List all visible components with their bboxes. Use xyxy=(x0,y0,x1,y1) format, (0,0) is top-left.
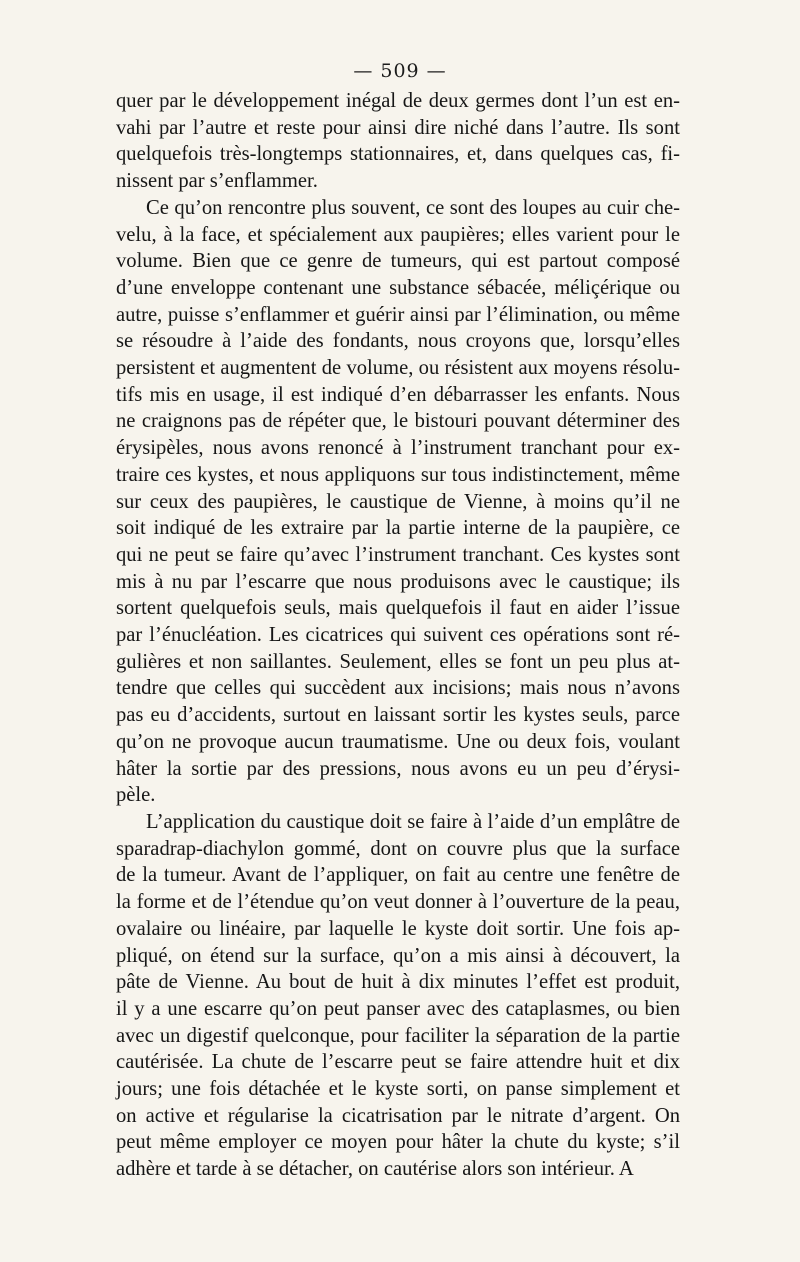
text-line: adhère et tarde à se détacher, on cautérise alors son intérieur. A xyxy=(116,1158,634,1181)
text-line: sur ceux des paupières, le caustique de Vienne, à moins qu’il ne xyxy=(116,490,680,513)
text-line: volume. Bien que ce genre de tumeurs, qui est partout composé xyxy=(116,250,680,273)
text-line: pas eu d’accidents, surtout en laissant sortir les kystes seuls, parce xyxy=(116,704,680,727)
text-line: tendre que celles qui succèdent aux incisions; mais nous n’avons xyxy=(116,677,680,700)
text-line: de la tumeur. Avant de l’appliquer, on fait au centre une fenêtre de xyxy=(116,864,680,887)
page-number: — 509 — xyxy=(353,60,447,82)
text-line: nissent par s’enflammer. xyxy=(116,170,318,193)
text-line: ne craignons pas de répéter que, le bistouri pouvant déterminer des xyxy=(116,410,680,433)
text-line: pèle. xyxy=(116,784,156,807)
text-line: autre, puisse s’enflammer et guérir ainsi par l’élimination, ou même xyxy=(116,303,680,326)
text-line: sparadrap-diachylon gommé, dont on couvre plus que la surface xyxy=(116,837,680,860)
text-line: gulières et non saillantes. Seulement, elles se font un peu plus at- xyxy=(116,650,680,673)
text-line: mis à nu par l’escarre que nous produisons avec le caustique; ils xyxy=(116,570,680,593)
text-line: velu, à la face, et spécialement aux paupières; elles varient pour le xyxy=(116,223,680,246)
text-line: on active et régularise la cicatrisation par le nitrate d’argent. On xyxy=(116,1104,680,1127)
text-line: pliqué, on étend sur la surface, qu’on a mis ainsi à découvert, la xyxy=(116,944,680,967)
text-line: quer par le développement inégal de deux germes dont l’un est en- xyxy=(116,90,680,112)
text-line: cautérisée. La chute de l’escarre peut se faire attendre huit et dix xyxy=(116,1051,680,1074)
text-line: sortent quelquefois seuls, mais quelquefois il faut en aider l’issue xyxy=(116,597,680,620)
text-line: tifs mis en usage, il est indiqué d’en débarrasser les enfants. Nous xyxy=(116,383,680,406)
text-line: quelquefois très-longtemps stationnaires, et, dans quelques cas, fi- xyxy=(116,143,680,166)
text-line: ovalaire ou linéaire, par laquelle le kyste doit sortir. Une fois ap- xyxy=(116,917,680,940)
text-line: hâter la sortie par des pressions, nous avons eu un peu d’érysi- xyxy=(116,757,680,780)
text-line: peut même employer ce moyen pour hâter la chute du kyste; s’il xyxy=(116,1131,680,1154)
text-line: érysipèles, nous avons renoncé à l’instrument tranchant pour ex- xyxy=(116,437,680,460)
paragraph xyxy=(116,195,680,809)
text-line: pâte de Vienne. Au bout de huit à dix minutes l’effet est produit, xyxy=(116,971,680,994)
text-line: L’application du caustique doit se faire à l’aide d’un emplâtre de xyxy=(146,810,680,833)
text-line: la forme et de l’étendue qu’on veut donner à l’ouverture de la peau, xyxy=(116,891,680,914)
text-line: d’une enveloppe contenant une substance sébacée, méliçérique ou xyxy=(116,276,680,299)
text-line: soit indiqué de les extraire par la partie interne de la paupière, ce xyxy=(116,517,680,540)
text-line: Ce qu’on rencontre plus souvent, ce sont des loupes au cuir che- xyxy=(146,196,680,219)
text-line: vahi par l’autre et reste pour ainsi dire niché dans l’autre. Ils sont xyxy=(116,116,680,139)
body-text xyxy=(116,88,680,1183)
text-line: se résoudre à l’aide des fondants, nous croyons que, lorsqu’elles xyxy=(116,330,680,353)
text-line: persistent et augmentent de volume, ou résistent aux moyens résolu- xyxy=(116,357,680,380)
text-line: qu’on ne provoque aucun traumatisme. Une ou deux fois, voulant xyxy=(116,730,680,753)
paragraph xyxy=(116,88,680,195)
text-line: il y a une escarre qu’on peut panser avec des cataplasmes, ou bien xyxy=(116,997,680,1020)
text-line: jours; une fois détachée et le kyste sorti, on panse simplement et xyxy=(116,1078,680,1101)
text-line: par l’énucléation. Les cicatrices qui suivent ces opérations sont ré- xyxy=(116,624,680,647)
text-line: qui ne peut se faire qu’avec l’instrument tranchant. Ces kystes sont xyxy=(116,543,680,566)
text-line: traire ces kystes, et nous appliquons sur tous indistinctement, même xyxy=(116,463,680,486)
text-line: avec un digestif quelconque, pour faciliter la séparation de la partie xyxy=(116,1024,680,1047)
paragraph xyxy=(116,809,680,1183)
